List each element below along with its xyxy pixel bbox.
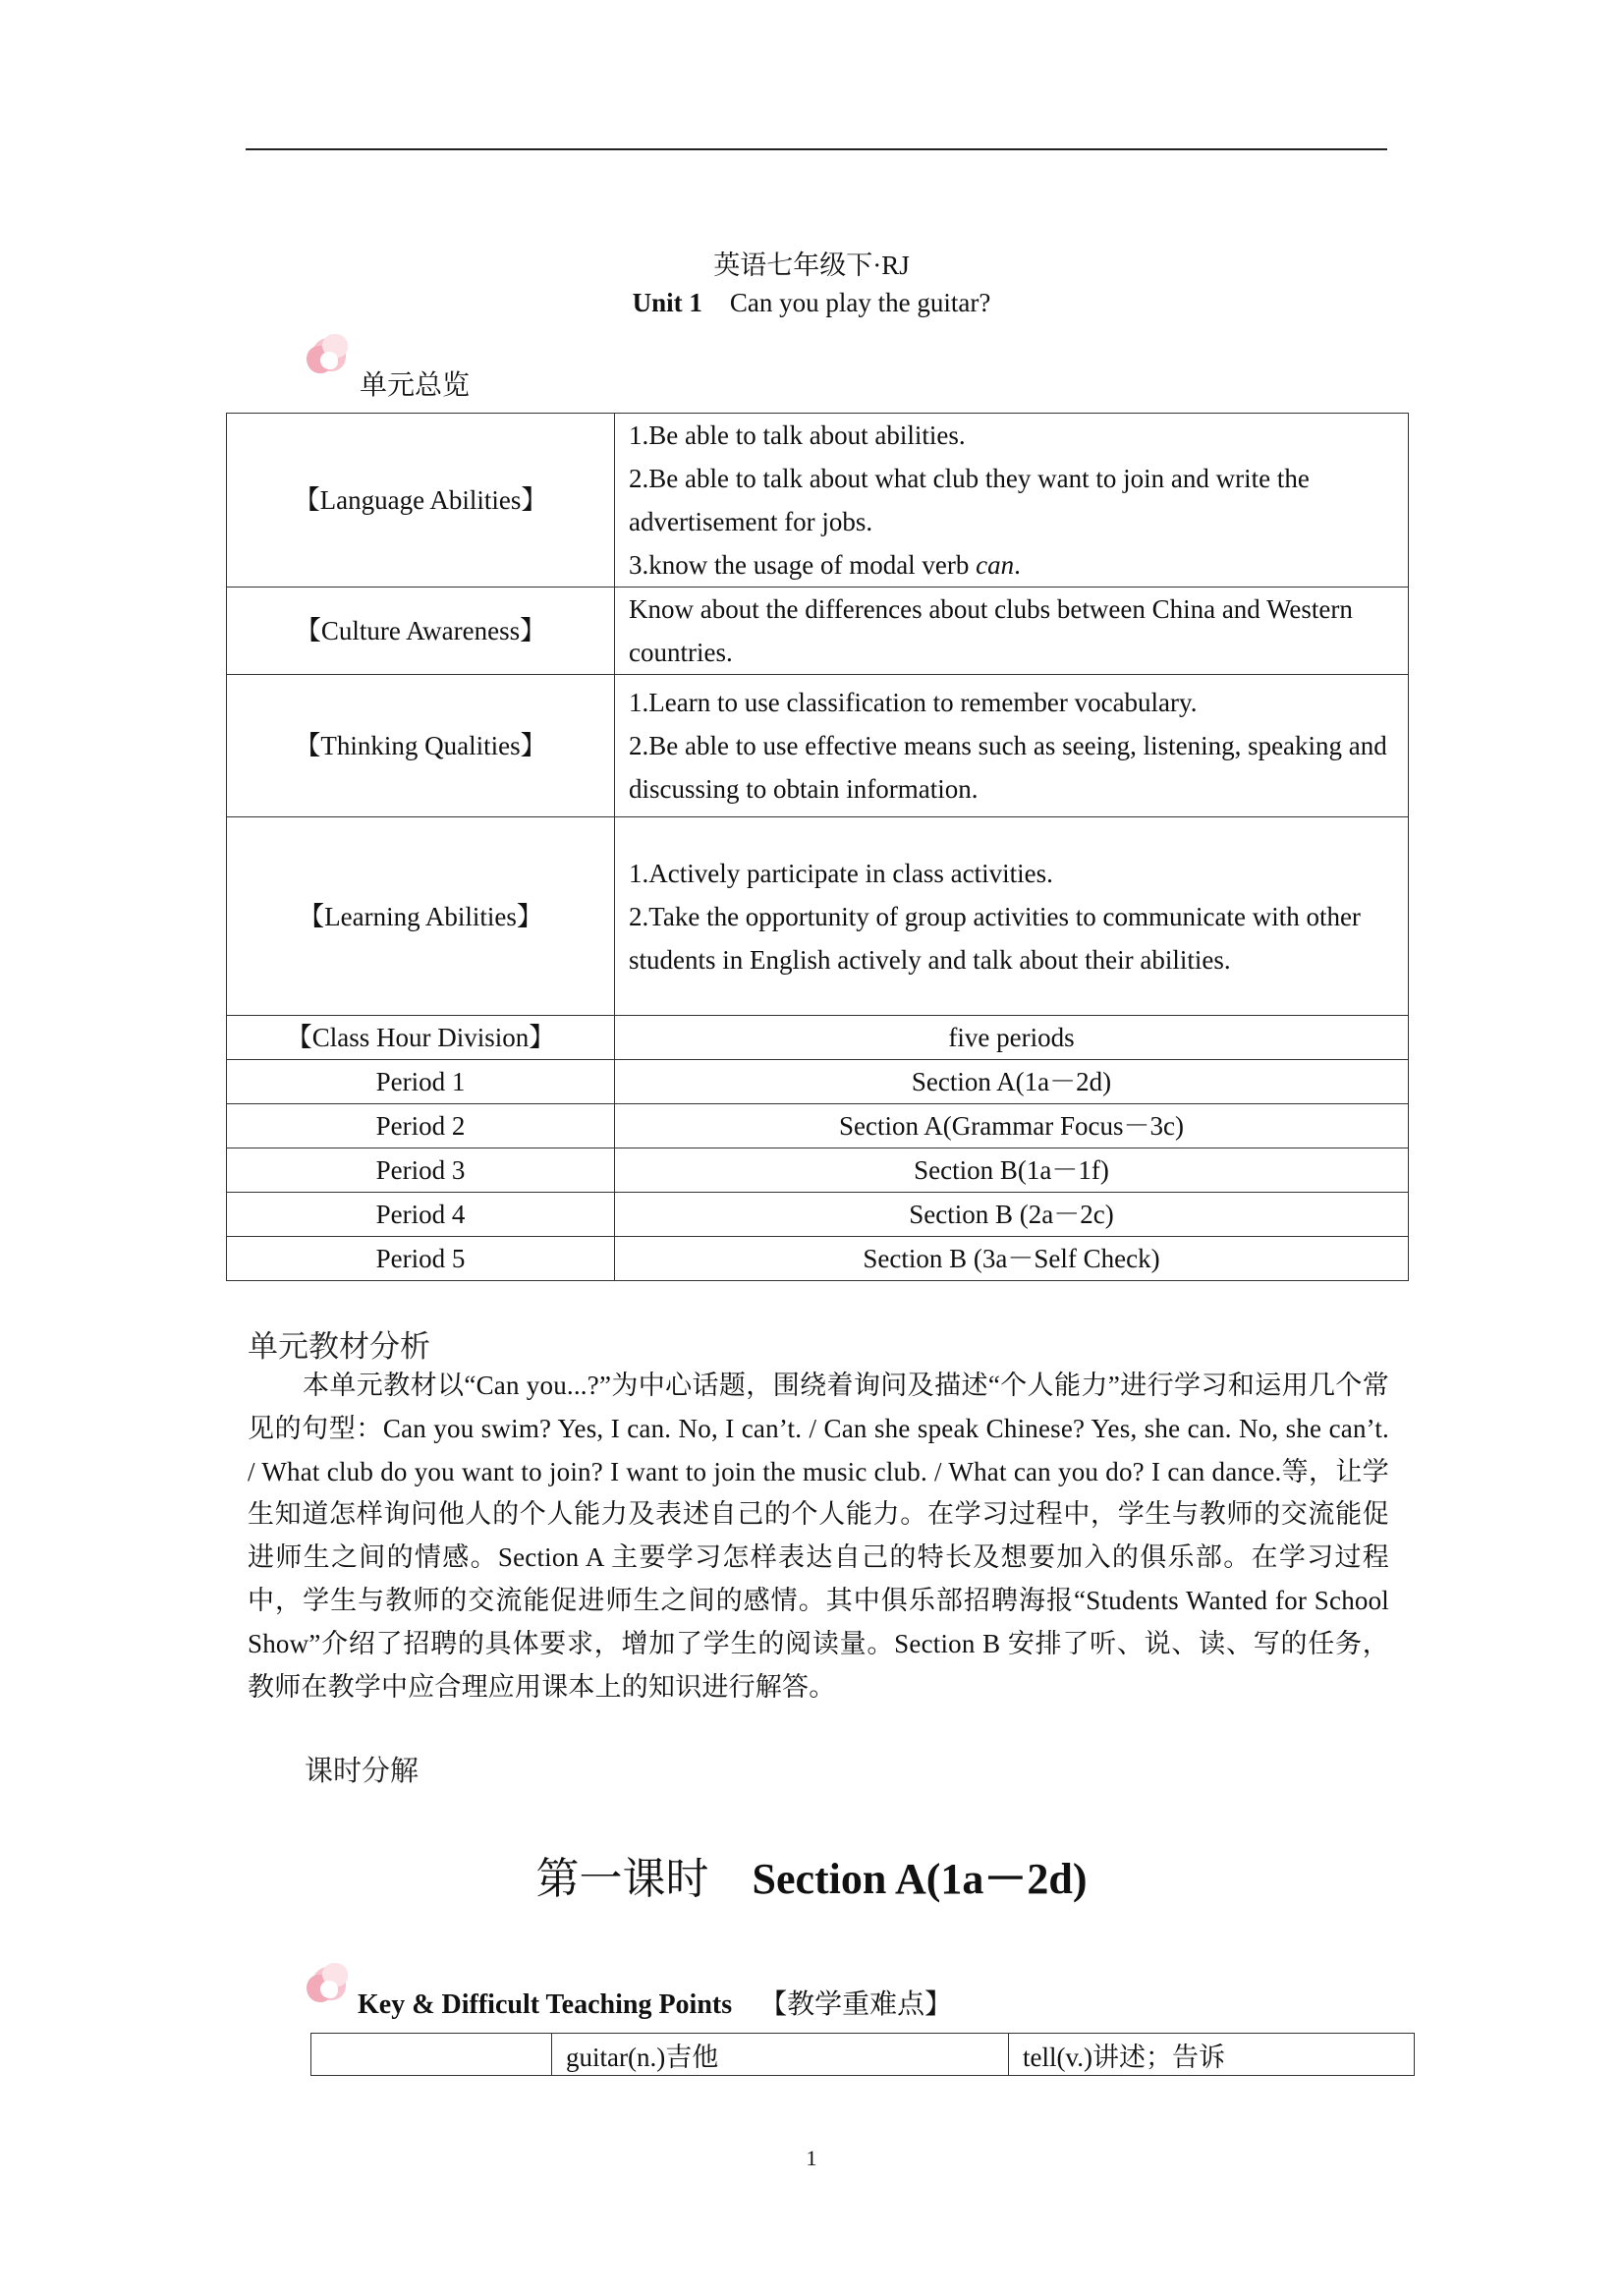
lesson-title-en: Section A(1a－2d) [752, 1855, 1088, 1903]
period-section: Section B (2a－2c) [615, 1193, 1409, 1237]
table-row [227, 1148, 1409, 1193]
period-label: Period 1 [227, 1060, 615, 1104]
period-section: Section A(1a－2d) [615, 1060, 1409, 1104]
period-breakdown-heading: 课时分解 [305, 1754, 420, 1787]
value-line: 2.Take the opportunity of group activities to communicate with other students in English actively and talk about their abilities. [629, 901, 1361, 975]
row-value: Know about the differences about clubs between China and Western countries. [615, 588, 1409, 675]
row-label: 【Class Hour Division】 [227, 1016, 615, 1060]
unit-title [0, 288, 1623, 318]
period-section: Section B (3a－Self Check) [615, 1237, 1409, 1281]
period-section: Section A(Grammar Focus－3c) [615, 1104, 1409, 1148]
period-section: Section B(1a－1f) [615, 1148, 1409, 1193]
analysis-heading: 单元教材分析 [248, 1329, 430, 1365]
page-number: 1 [806, 2146, 817, 2170]
period-label: Period 3 [227, 1148, 615, 1193]
overview-heading: 单元总览 [360, 368, 471, 401]
key-points-heading-cn: 【教学重难点】 [759, 1988, 953, 2020]
value-line: 1.Be able to talk about abilities. [629, 420, 966, 450]
row-label: 【Learning Abilities】 [227, 817, 615, 1016]
unit-overview-table [226, 413, 1409, 1281]
modal-verb: can [976, 550, 1015, 580]
row-value [615, 414, 1409, 588]
table-cell [311, 2034, 552, 2076]
value-line: 1.Learn to use classification to remember vocabulary. [629, 688, 1198, 717]
key-points-heading [358, 1983, 952, 2022]
table-row [227, 675, 1409, 817]
period-label: Period 5 [227, 1237, 615, 1281]
table-row [227, 1237, 1409, 1281]
table-cell: tell(v.)讲述；告诉 [1009, 2034, 1415, 2076]
table-cell: guitar(n.)吉他 [552, 2034, 1009, 2076]
key-points-table [310, 2033, 1415, 2076]
table-row [227, 1060, 1409, 1104]
table-row [227, 817, 1409, 1016]
table-row [227, 414, 1409, 588]
value-text: 3.know the usage of modal verb [629, 550, 977, 580]
table-row [227, 1104, 1409, 1148]
table-row [311, 2034, 1415, 2076]
period-label: Period 2 [227, 1104, 615, 1148]
blossom-icon [307, 1963, 352, 2008]
blossom-icon [307, 334, 352, 379]
lesson-title [0, 1843, 1623, 1906]
value-line [629, 543, 1394, 587]
key-points-heading-en: Key & Difficult Teaching Points [358, 1989, 733, 2020]
row-value: five periods [615, 1016, 1409, 1060]
period-label: Period 4 [227, 1193, 615, 1237]
row-value [615, 675, 1409, 817]
table-row [227, 1016, 1409, 1060]
value-line: 2.Be able to use effective means such as seeing, listening, speaking and discussing to obtain information. [629, 731, 1387, 804]
unit-number: Unit 1 [632, 288, 702, 317]
value-line: 2.Be able to talk about what club they want to join and write the advertisement for jobs. [629, 464, 1310, 536]
lesson-title-cn: 第一课时 [535, 1854, 709, 1904]
row-label: 【Thinking Qualities】 [227, 675, 615, 817]
analysis-paragraph: 本单元教材以“Can you...?”为中心话题，围绕着询问及描述“个人能力”进行学习和运用几个常见的句型：Can you swim? Yes, I can. No, I can’t. / Can she speak Chinese? Yes, she can. No, she can’t. / What club do you want to join? I want to join the music club. / What can you do? I can dance.等，让学生知道怎样询问他人的个人能力及表述自己的个人能力。在学习过程中，学生与教师的交流能促进师生之间的情感。Section A 主要学习怎样表达自己的特长及想要加入的俱乐部。在学习过程中，学生与教师的交流能促进师生之间的感情。其中俱乐部招聘海报“Students Wanted for School Show”介绍了招聘的具体要求，增加了学生的阅读量。Section B 安排了听、说、读、写的任务，教师在教学中应合理应用课本上的知识进行解答。 [248, 1371, 1389, 1702]
unit-name: Can you play the guitar? [729, 288, 991, 317]
table-row [227, 1193, 1409, 1237]
value-line: 1.Actively participate in class activities. [629, 858, 1053, 888]
textbook-title: 英语七年级下·RJ [713, 251, 910, 280]
header-rule [246, 148, 1387, 150]
value-text: . [1014, 550, 1021, 580]
table-row [227, 588, 1409, 675]
row-label: 【Language Abilities】 [227, 414, 615, 588]
row-value [615, 817, 1409, 1016]
row-label: 【Culture Awareness】 [227, 588, 615, 675]
